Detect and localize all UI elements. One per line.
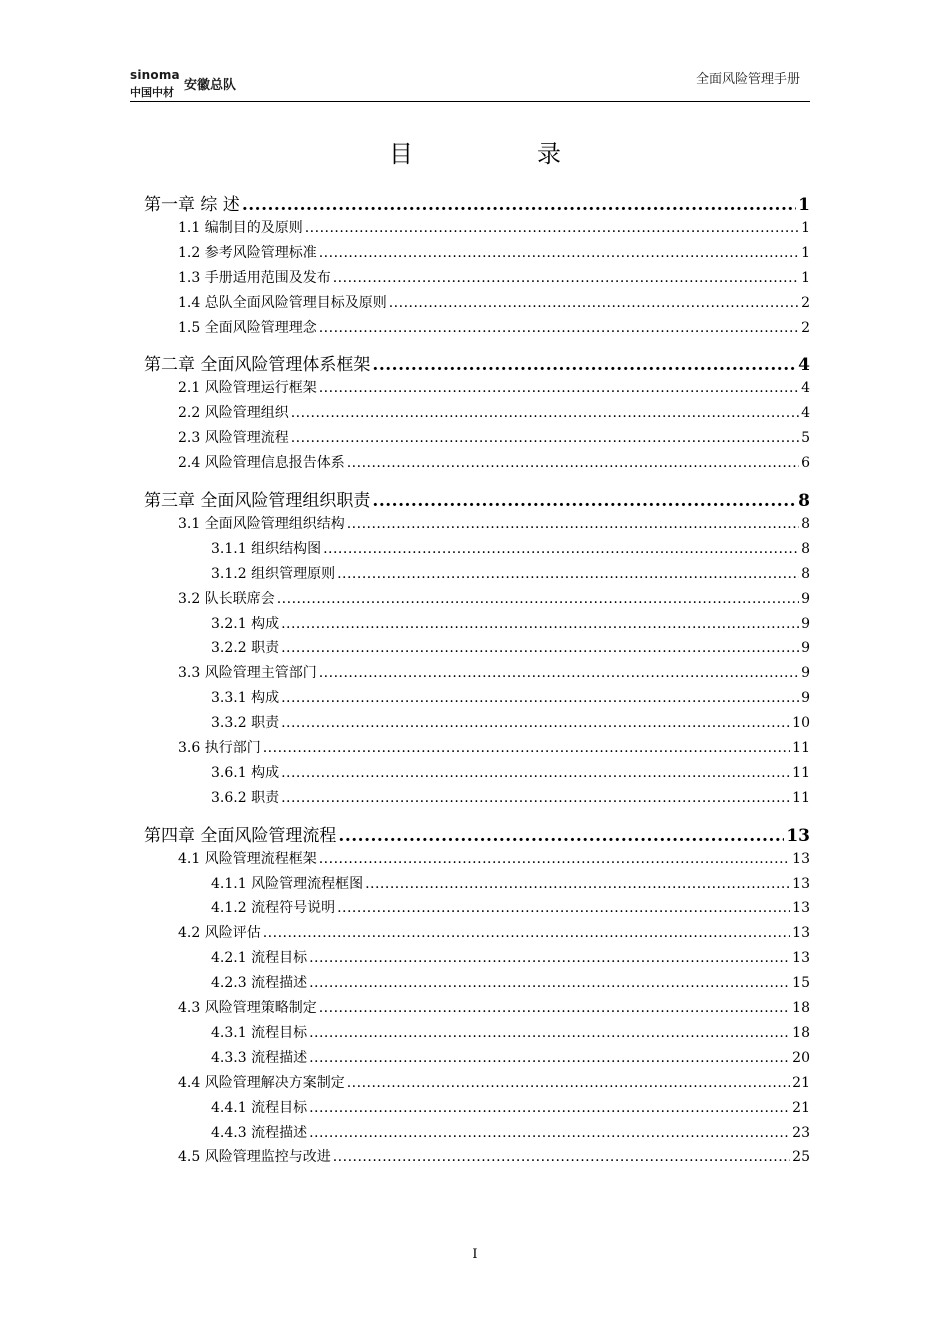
logo-branch-name: 安徽总队 — [184, 78, 237, 93]
toc-entry-label: 1.2 参考风险管理标准 — [178, 244, 317, 261]
toc-entry-label: 第三章 全面风险管理组织职责 — [144, 491, 371, 512]
toc-entry-label: 2.1 风险管理运行框架 — [178, 380, 317, 397]
dot-leader — [263, 740, 790, 756]
toc-chapter-entry[interactable] — [144, 190, 810, 217]
dot-leader — [372, 355, 796, 375]
toc-entry-page: 1 — [801, 244, 810, 261]
toc-chapter-entry[interactable] — [144, 821, 810, 848]
toc-entry-page: 13 — [792, 875, 810, 892]
toc-entry-page: 4 — [801, 380, 810, 397]
toc-entry-page: 13 — [792, 925, 810, 942]
toc-entry-label: 3.3.1 构成 — [211, 690, 280, 707]
toc-entry-label: 3.2.2 职责 — [211, 640, 280, 657]
toc-entry-label: 2.4 风险管理信息报告体系 — [178, 455, 345, 472]
page-number: I — [472, 1247, 478, 1262]
toc-section-entry[interactable] — [144, 712, 810, 737]
toc-section-entry[interactable] — [144, 613, 810, 638]
toc-entry-page: 8 — [801, 540, 810, 557]
toc-entry-label: 4.1.2 流程符号说明 — [211, 900, 336, 917]
toc-entry-page: 21 — [792, 1099, 810, 1116]
toc-entry-page: 13 — [792, 950, 810, 967]
toc-entry-page: 4 — [801, 405, 810, 422]
toc-entry-page: 2 — [801, 294, 810, 311]
toc-entry-label: 3.1 全面风险管理组织结构 — [178, 516, 345, 533]
dot-leader — [323, 541, 799, 557]
toc-section-entry[interactable] — [144, 317, 810, 342]
toc-entry-page: 25 — [792, 1149, 810, 1166]
toc-section-entry[interactable] — [144, 513, 810, 538]
table-of-contents — [144, 190, 810, 1171]
toc-entry-page: 1 — [798, 195, 810, 215]
toc-section-entry[interactable] — [144, 377, 810, 402]
dot-leader — [291, 405, 799, 421]
toc-entry-page: 18 — [792, 1024, 810, 1041]
toc-entry-page: 13 — [786, 825, 810, 846]
toc-section-entry[interactable] — [144, 637, 810, 662]
toc-entry-page: 8 — [801, 516, 810, 533]
toc-entry-page: 13 — [792, 850, 810, 867]
toc-entry-label: 3.3 风险管理主管部门 — [178, 665, 317, 682]
toc-entry-label: 4.5 风险管理监控与改进 — [178, 1149, 331, 1166]
toc-section-entry[interactable] — [144, 452, 810, 477]
toc-entry-page: 10 — [792, 715, 810, 732]
dot-leader — [389, 295, 799, 311]
dot-leader — [281, 616, 799, 632]
dot-leader — [347, 516, 799, 532]
toc-entry-page: 23 — [792, 1124, 810, 1141]
toc-entry-label: 4.1.1 风险管理流程框图 — [211, 875, 364, 892]
toc-entry-page: 5 — [801, 430, 810, 447]
toc-section-entry[interactable] — [144, 538, 810, 563]
dot-leader — [333, 270, 799, 286]
dot-leader — [347, 1075, 790, 1091]
toc-entry-label: 3.3.2 职责 — [211, 715, 280, 732]
toc-entry-page: 13 — [792, 900, 810, 917]
dot-leader — [309, 950, 790, 966]
dot-leader — [305, 220, 799, 236]
dot-leader — [309, 1050, 790, 1066]
toc-entry-label: 4.2.1 流程目标 — [211, 950, 308, 967]
dot-leader — [242, 195, 796, 215]
toc-entry-page: 9 — [801, 615, 810, 632]
dot-leader — [263, 925, 790, 941]
toc-chapter-entry[interactable] — [144, 350, 810, 377]
toc-entry-label: 4.3.1 流程目标 — [211, 1024, 308, 1041]
dot-leader — [281, 690, 799, 706]
toc-entry-label: 1.1 编制目的及原则 — [178, 220, 303, 236]
toc-section-entry[interactable] — [144, 563, 810, 588]
dot-leader — [365, 876, 790, 892]
dot-leader — [277, 591, 799, 607]
toc-section-entry[interactable] — [144, 1022, 810, 1047]
toc-section-entry[interactable] — [144, 1097, 810, 1122]
toc-entry-page: 11 — [792, 764, 810, 781]
toc-entry-label: 4.4.3 流程描述 — [211, 1124, 308, 1141]
toc-entry-label: 4.4.1 流程目标 — [211, 1099, 308, 1116]
toc-entry-page: 9 — [801, 665, 810, 682]
toc-entry-label: 第一章 综 述 — [144, 195, 240, 215]
toc-entry-page: 8 — [798, 491, 810, 512]
toc-section-entry[interactable] — [144, 737, 810, 762]
dot-leader — [333, 1149, 790, 1165]
dot-leader — [319, 380, 799, 396]
toc-section-entry[interactable] — [144, 922, 810, 947]
toc-section-entry[interactable] — [144, 662, 810, 687]
toc-entry-label: 4.3.3 流程描述 — [211, 1049, 308, 1066]
toc-entry-label: 3.6.1 构成 — [211, 764, 280, 781]
toc-section-entry[interactable] — [144, 687, 810, 712]
toc-entry-page: 21 — [792, 1074, 810, 1091]
toc-section-entry[interactable] — [144, 972, 810, 997]
toc-entry-label: 3.2.1 构成 — [211, 615, 280, 632]
toc-section-entry[interactable] — [144, 217, 810, 242]
toc-entry-label: 2.3 风险管理流程 — [178, 430, 289, 447]
toc-entry-page: 1 — [801, 269, 810, 286]
toc-entry-label: 4.4 风险管理解决方案制定 — [178, 1074, 345, 1091]
toc-section-entry[interactable] — [144, 787, 810, 812]
document-title: 全面风险管理手册 — [695, 72, 800, 87]
toc-section-entry[interactable] — [144, 402, 810, 427]
company-logo — [130, 68, 250, 98]
toc-entry-label: 4.2 风险评估 — [178, 925, 261, 942]
dot-leader — [319, 1000, 790, 1016]
toc-entry-label: 4.3 风险管理策略制定 — [178, 1000, 317, 1017]
dot-leader — [319, 665, 799, 681]
toc-entry-page: 9 — [801, 590, 810, 607]
toc-entry-label: 4.2.3 流程描述 — [211, 975, 308, 992]
toc-entry-page: 8 — [801, 565, 810, 582]
toc-entry-label: 3.1.2 组织管理原则 — [211, 565, 336, 582]
toc-section-entry[interactable] — [144, 1122, 810, 1147]
toc-heading-char-2: 录 — [537, 140, 561, 168]
toc-entry-page: 18 — [792, 1000, 810, 1017]
toc-entry-page: 11 — [792, 789, 810, 806]
toc-entry-page: 20 — [792, 1049, 810, 1066]
dot-leader — [281, 790, 790, 806]
logo-wordmark: sinoma — [130, 68, 180, 82]
dot-leader — [372, 491, 796, 511]
toc-section-entry[interactable] — [144, 997, 810, 1022]
dot-leader — [291, 430, 799, 446]
toc-section-entry[interactable] — [144, 873, 810, 898]
toc-entry-page: 4 — [798, 355, 810, 376]
toc-section-entry[interactable] — [144, 848, 810, 873]
toc-entry-label: 1.3 手册适用范围及发布 — [178, 269, 331, 286]
dot-leader — [319, 245, 799, 261]
toc-entry-page: 6 — [801, 455, 810, 472]
dot-leader — [347, 455, 799, 471]
toc-entry-label: 1.5 全面风险管理理念 — [178, 319, 317, 336]
toc-entry-label: 第二章 全面风险管理体系框架 — [144, 355, 371, 376]
toc-entry-label: 3.1.1 组织结构图 — [211, 540, 322, 557]
toc-section-entry[interactable] — [144, 947, 810, 972]
dot-leader — [281, 715, 790, 731]
toc-entry-label: 3.6.2 职责 — [211, 789, 280, 806]
dot-leader — [309, 1125, 790, 1141]
toc-section-entry[interactable] — [144, 1146, 810, 1171]
toc-section-entry[interactable] — [144, 292, 810, 317]
toc-entry-label: 3.6 执行部门 — [178, 740, 261, 757]
toc-chapter-entry[interactable] — [144, 486, 810, 513]
toc-entry-label: 4.1 风险管理流程框架 — [178, 850, 317, 867]
toc-entry-label: 2.2 风险管理组织 — [178, 405, 289, 422]
dot-leader — [337, 566, 799, 582]
toc-heading-char-1: 目 — [389, 140, 413, 168]
dot-leader — [309, 1025, 790, 1041]
dot-leader — [319, 320, 799, 336]
toc-section-entry[interactable] — [144, 267, 810, 292]
dot-leader — [281, 765, 790, 781]
dot-leader — [281, 640, 799, 656]
dot-leader — [309, 975, 790, 991]
toc-entry-page: 15 — [792, 975, 810, 992]
dot-leader — [337, 900, 790, 916]
toc-entry-page: 1 — [801, 220, 810, 236]
toc-heading — [0, 134, 950, 169]
toc-section-entry[interactable] — [144, 897, 810, 922]
toc-section-entry[interactable] — [144, 762, 810, 787]
toc-entry-page: 9 — [801, 690, 810, 707]
toc-section-entry[interactable] — [144, 1072, 810, 1097]
toc-entry-page: 11 — [792, 740, 810, 757]
toc-section-entry[interactable] — [144, 242, 810, 267]
toc-entry-label: 1.4 总队全面风险管理目标及原则 — [178, 294, 387, 311]
dot-leader — [319, 851, 790, 867]
toc-section-entry[interactable] — [144, 427, 810, 452]
toc-entry-label: 第四章 全面风险管理流程 — [144, 825, 337, 846]
dot-leader — [309, 1100, 790, 1116]
toc-entry-label: 3.2 队长联席会 — [178, 590, 275, 607]
toc-entry-page: 2 — [801, 319, 810, 336]
dot-leader — [338, 826, 784, 846]
toc-entry-page: 9 — [801, 640, 810, 657]
header-divider — [130, 101, 810, 102]
toc-section-entry[interactable] — [144, 588, 810, 613]
toc-section-entry[interactable] — [144, 1047, 810, 1072]
logo-group-name: 中国中材 — [130, 86, 174, 99]
